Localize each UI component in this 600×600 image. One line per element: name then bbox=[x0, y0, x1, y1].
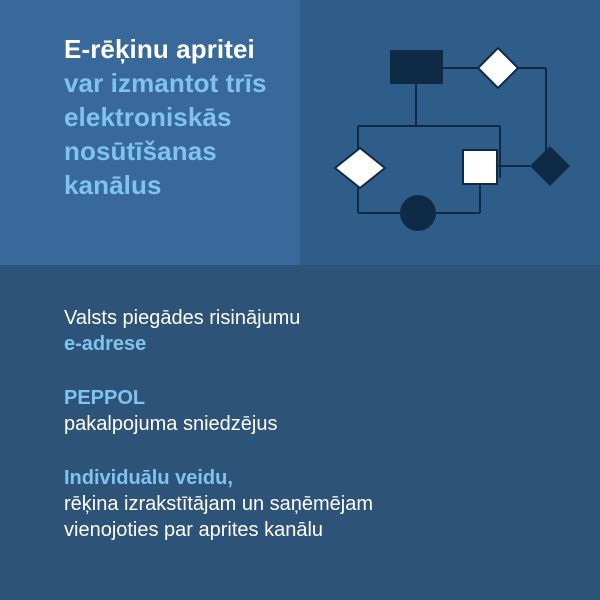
headline-white-part: E-rēķinu apritei bbox=[64, 34, 255, 64]
flowchart-circle-dark bbox=[400, 195, 436, 231]
flowchart-square-white bbox=[463, 150, 497, 184]
channel-3-line-3: vienojoties par aprites kanālu bbox=[64, 519, 324, 541]
channel-2-line-1: PEPPOL bbox=[64, 387, 146, 409]
flowchart-diamond-dark bbox=[530, 146, 570, 186]
channel-3-line-2: rēķina izrakstītājam un saņēmējam bbox=[64, 493, 374, 515]
headline bbox=[64, 32, 294, 202]
flowchart-diamond-white-left bbox=[335, 148, 385, 188]
channel-2-line-2: pakalpojuma sniedzējus bbox=[64, 413, 278, 435]
channel-3-line-1: Individuālu veidu, bbox=[64, 467, 233, 489]
flowchart-diamond-white-top bbox=[478, 48, 518, 88]
channel-1-line-2: e-adrese bbox=[64, 333, 147, 355]
channel-item-e-address bbox=[64, 305, 564, 357]
headline-blue-part: var izmantot trīs elektroniskās nosūtīšanas kanālus bbox=[64, 68, 267, 200]
flowchart-diagram-icon bbox=[320, 28, 590, 248]
channel-list bbox=[64, 305, 564, 571]
flowchart-rect-dark bbox=[390, 50, 443, 84]
channel-item-peppol bbox=[64, 385, 564, 437]
channel-1-line-1: Valsts piegādes risinājumu bbox=[64, 307, 301, 329]
channel-item-individual bbox=[64, 465, 564, 543]
